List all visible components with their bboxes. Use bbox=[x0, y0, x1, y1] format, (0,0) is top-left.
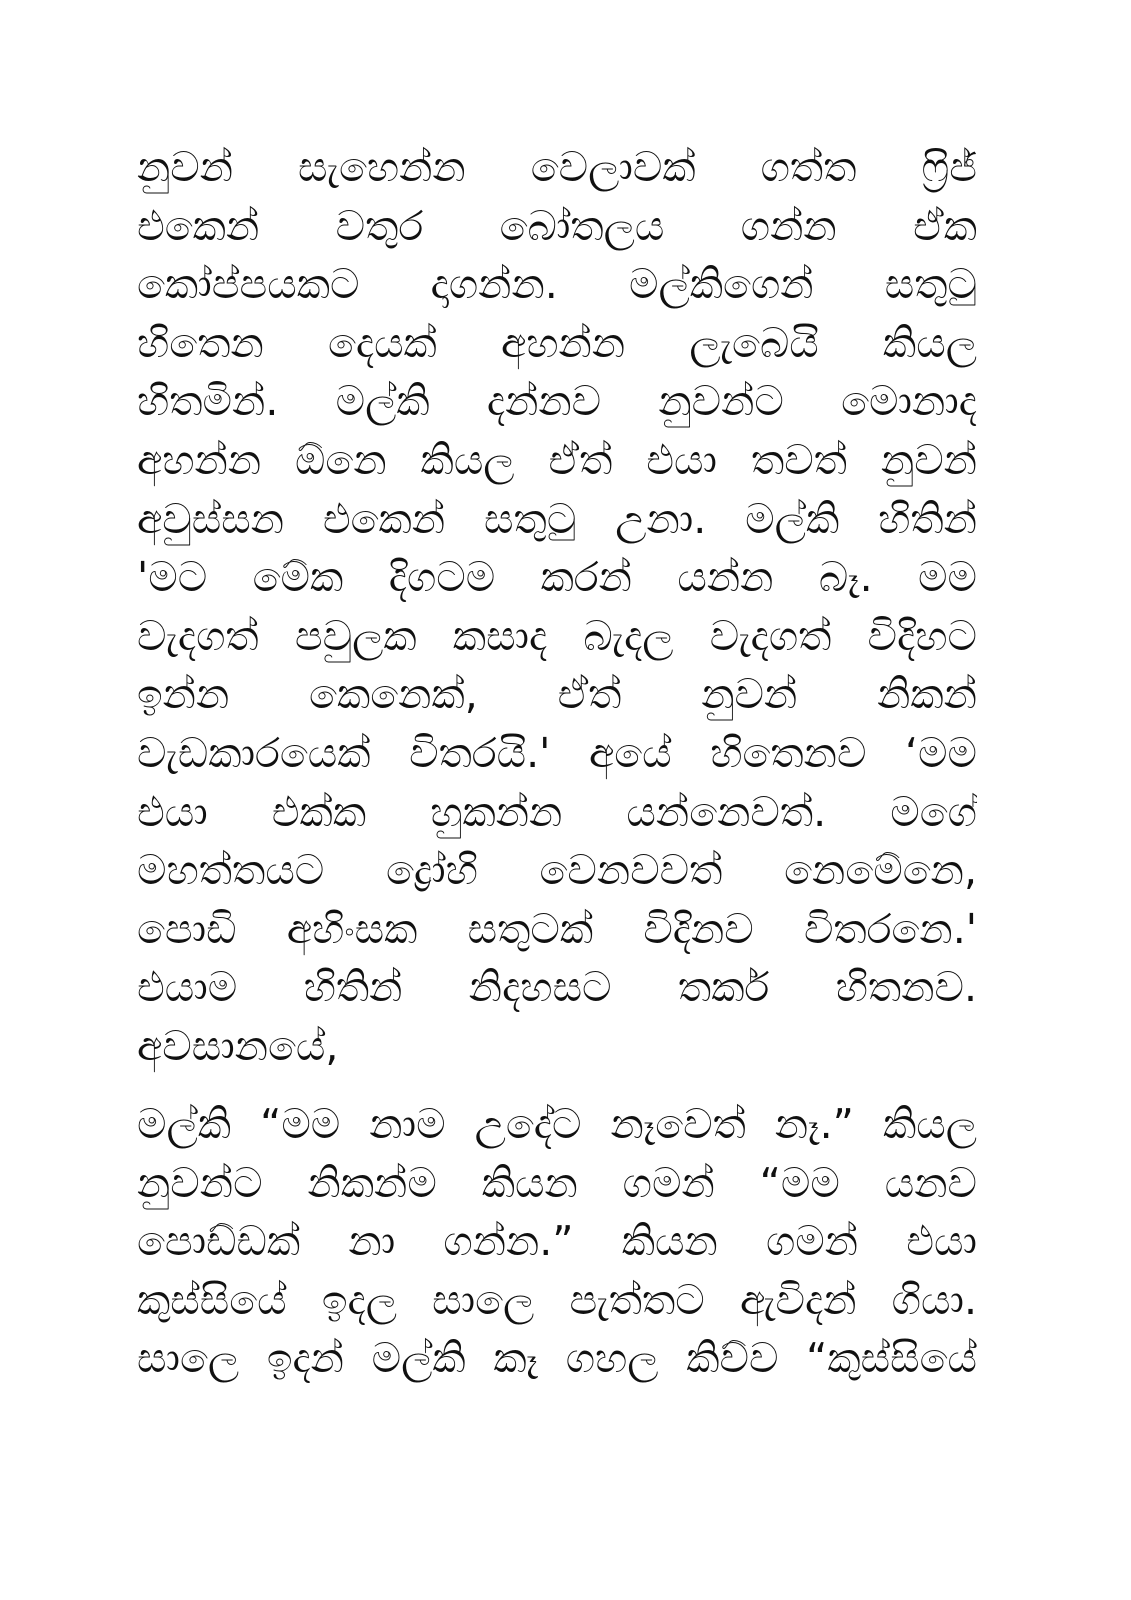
text-line: මල්කි “මම නාම උදේට නෑවෙත් නෑ.” කියල bbox=[137, 1100, 977, 1148]
text-line: හිතෙන දෙයක් අහන්න ලැබෙයි කියල bbox=[137, 318, 977, 367]
text-line: එයා එක්ක හුකන්න යන්නෙවත්. මගේ bbox=[137, 787, 977, 836]
text-line: නුවන් සැහෙන්න වෙලාවක් ගත්ත ෆ්‍රිජ් bbox=[137, 143, 977, 191]
text-line: ඉන්න කෙනෙක්, ඒත් නුවන් නිකන් bbox=[137, 670, 977, 719]
text-line: හිතමින්. මල්කි දන්නව නුවන්ට මොනාද bbox=[137, 377, 977, 426]
paragraph-1 bbox=[137, 138, 977, 1076]
text-line: අවසානයේ, bbox=[137, 1021, 339, 1070]
text-line: නුවන්ට නිකන්ම කියන ගමන් “මම යනව bbox=[137, 1158, 977, 1207]
text-line: පොඩි අහිංසක සතුටක් විදිනව විතරනෙ.' bbox=[137, 904, 977, 953]
text-line: මහත්තයට ද්‍රෝහි වෙනවවත් නෙමේනෙ, bbox=[137, 846, 977, 895]
text-line: කෝප්පයකට දාගන්න. මල්කිගෙන් සතුටු bbox=[137, 260, 977, 309]
text-line: එයාම හිතින් නිදහසට තර්ක හිතනව. bbox=[137, 963, 977, 1012]
text-line: පොඩ්ඩක් නා ගන්න.” කියන ගමන් එයා bbox=[137, 1217, 977, 1266]
text-line: සාලෙ ඉදන් මල්කි කෑ ගහල කිව්ව “කුස්සියේ bbox=[137, 1334, 977, 1383]
text-line: 'මට මේක දිගටම කරන් යන්න බෑ. මම bbox=[137, 553, 977, 602]
paragraph-2 bbox=[137, 1095, 977, 1388]
text-line: එකෙන් වතුර බෝතලය ගන්න ඒක bbox=[137, 201, 977, 250]
text-line: වැඩකාරයෙක් විතරයි.' අයේ හිතෙනව ‘මම bbox=[137, 728, 977, 777]
text-line: අහන්න ඕනෙ කියල ඒත් එයා තවත් නුවන් bbox=[137, 435, 977, 484]
text-line: අවුස්සන එකෙන් සතුටු උනා. මල්කි හිතින් bbox=[137, 494, 977, 543]
text-line: වැදගත් පවුලක කසාද බැදල වැදගත් විදිහට bbox=[137, 611, 977, 660]
text-line: කුස්සියේ ඉදල සාලෙ පැත්තට ඇවිදන් ගියා. bbox=[137, 1275, 977, 1324]
